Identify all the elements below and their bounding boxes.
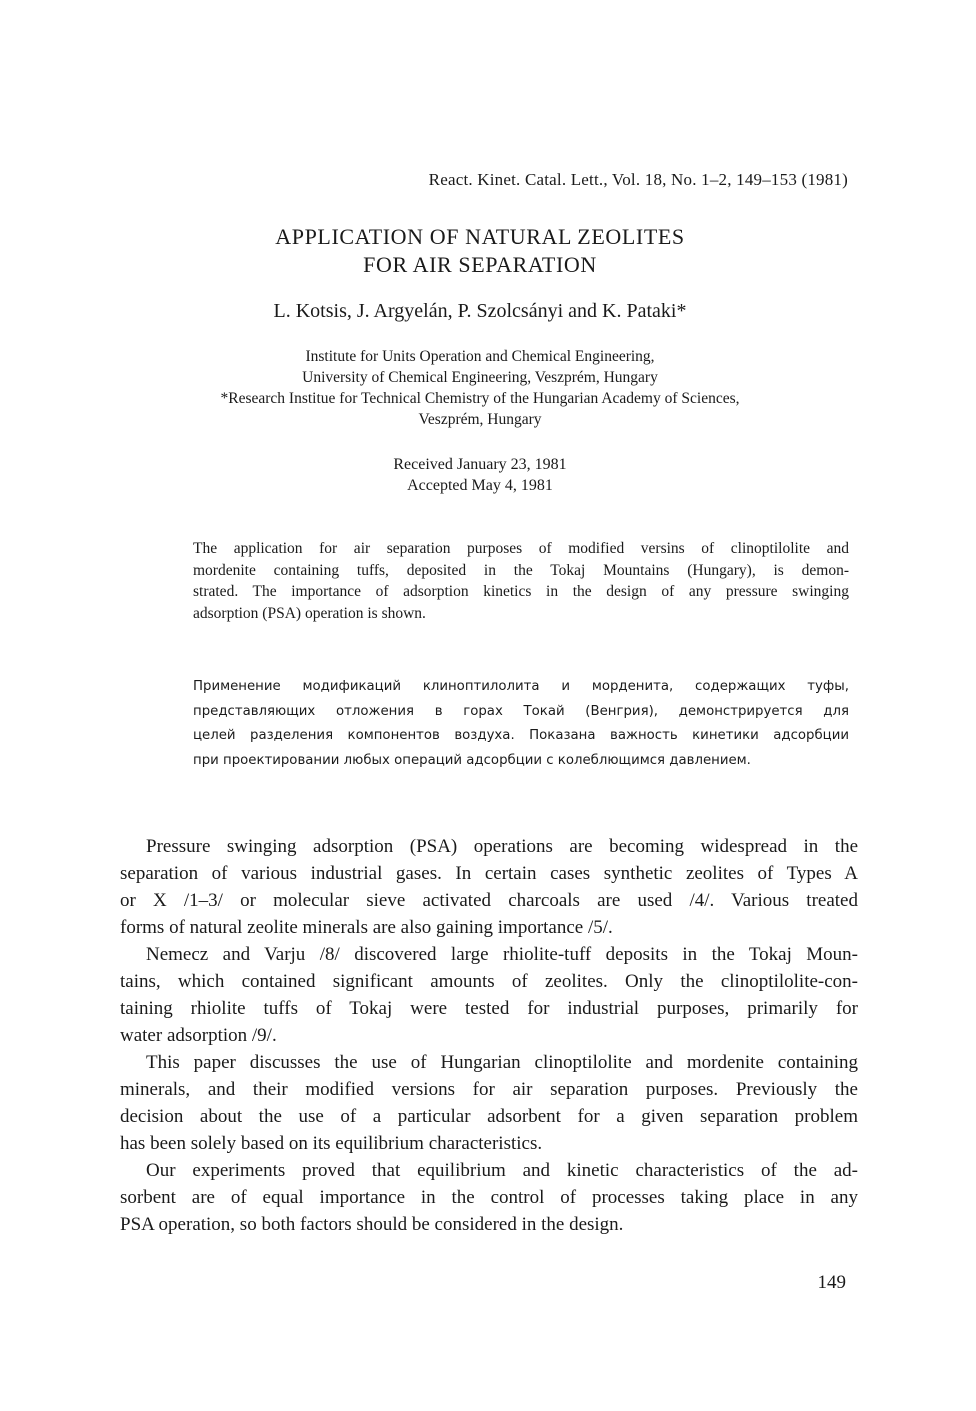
affiliation-line: Veszprém, Hungary bbox=[418, 411, 542, 428]
body-line: Pressure swinging adsorption (PSA) operations are becoming widespread in the bbox=[146, 836, 858, 857]
abstract-russian bbox=[193, 675, 849, 773]
abstract-line: The application for air separation purposes of modified versins of clinoptilolite and bbox=[193, 540, 849, 557]
body-line: Our experiments proved that equilibrium and kinetic characteristics of the ad- bbox=[146, 1160, 858, 1181]
title-line: APPLICATION OF NATURAL ZEOLITES bbox=[275, 224, 685, 249]
body-line: forms of natural zeolite minerals are also gaining importance /5/. bbox=[120, 917, 613, 938]
abstract-line: adsorption (PSA) operation is shown. bbox=[193, 604, 426, 622]
body-text bbox=[120, 833, 858, 1238]
affiliations bbox=[0, 346, 960, 430]
body-paragraph bbox=[120, 1157, 858, 1238]
affiliation-line: Institute for Units Operation and Chemical Engineering, bbox=[305, 348, 655, 365]
body-line: minerals, and their modified versions for air separation purposes. Previously the bbox=[120, 1079, 858, 1100]
received-date: Received January 23, 1981 bbox=[393, 456, 567, 473]
russian-abstract-line: при проектировании любых операций адсорбции с колеблющимся давлением. bbox=[193, 752, 751, 768]
journal-citation: React. Kinet. Catal. Lett., Vol. 18, No. 1–2, 149–153 (1981) bbox=[428, 170, 848, 189]
page-number: 149 bbox=[817, 1272, 846, 1293]
russian-abstract-line: представляющих отложения в горах Токай (Венгрия), демонстрируется для bbox=[193, 703, 849, 719]
russian-abstract-line: целей разделения компонентов воздуха. Показана важность кинетики адсорбции bbox=[193, 728, 849, 743]
abstract-line: strated. The importance of adsorption kinetics in the design of any pressure swinging bbox=[193, 583, 849, 600]
body-paragraph bbox=[120, 833, 858, 941]
body-line: decision about the use of a particular adsorbent for a given separation problem bbox=[120, 1106, 858, 1127]
submission-dates bbox=[0, 454, 960, 496]
author-list: L. Kotsis, J. Argyelán, P. Szolcsányi and K. Pataki* bbox=[273, 300, 687, 322]
body-line: sorbent are of equal importance in the control of processes taking place in any bbox=[120, 1187, 858, 1208]
body-line: tains, which contained significant amounts of zeolites. Only the clinoptilolite-con- bbox=[120, 971, 858, 992]
body-line: PSA operation, so both factors should be considered in the design. bbox=[120, 1214, 624, 1235]
paper-title bbox=[0, 223, 960, 279]
accepted-date: Accepted May 4, 1981 bbox=[407, 477, 553, 494]
body-line: or X /1–3/ or molecular sieve activated charcoals are used /4/. Various treated bbox=[120, 890, 858, 911]
body-line: has been solely based on its equilibrium characteristics. bbox=[120, 1133, 543, 1154]
body-line: water adsorption /9/. bbox=[120, 1025, 277, 1046]
body-line: This paper discusses the use of Hungarian clinoptilolite and mordenite containing bbox=[146, 1052, 858, 1073]
body-line: taining rhiolite tuffs of Tokaj were tested for industrial purposes, primarily for bbox=[120, 998, 858, 1019]
russian-abstract-line: Применение модификаций клиноптилолита и морденита, содержащих туфы, bbox=[193, 679, 849, 694]
abstract-english bbox=[193, 538, 849, 624]
body-paragraph bbox=[120, 1049, 858, 1157]
affiliation-line: *Research Institue for Technical Chemistry of the Hungarian Academy of Sciences, bbox=[220, 390, 740, 407]
affiliation-line: University of Chemical Engineering, Veszprém, Hungary bbox=[302, 369, 658, 386]
abstract-line: mordenite containing tuffs, deposited in the Tokaj Mountains (Hungary), is demon- bbox=[193, 561, 849, 579]
body-line: Nemecz and Varju /8/ discovered large rhiolite-tuff deposits in the Tokaj Moun- bbox=[146, 944, 858, 965]
title-line: FOR AIR SEPARATION bbox=[363, 252, 597, 277]
body-line: separation of various industrial gases. In certain cases synthetic zeolites of Types A bbox=[120, 863, 858, 884]
body-paragraph bbox=[120, 941, 858, 1049]
